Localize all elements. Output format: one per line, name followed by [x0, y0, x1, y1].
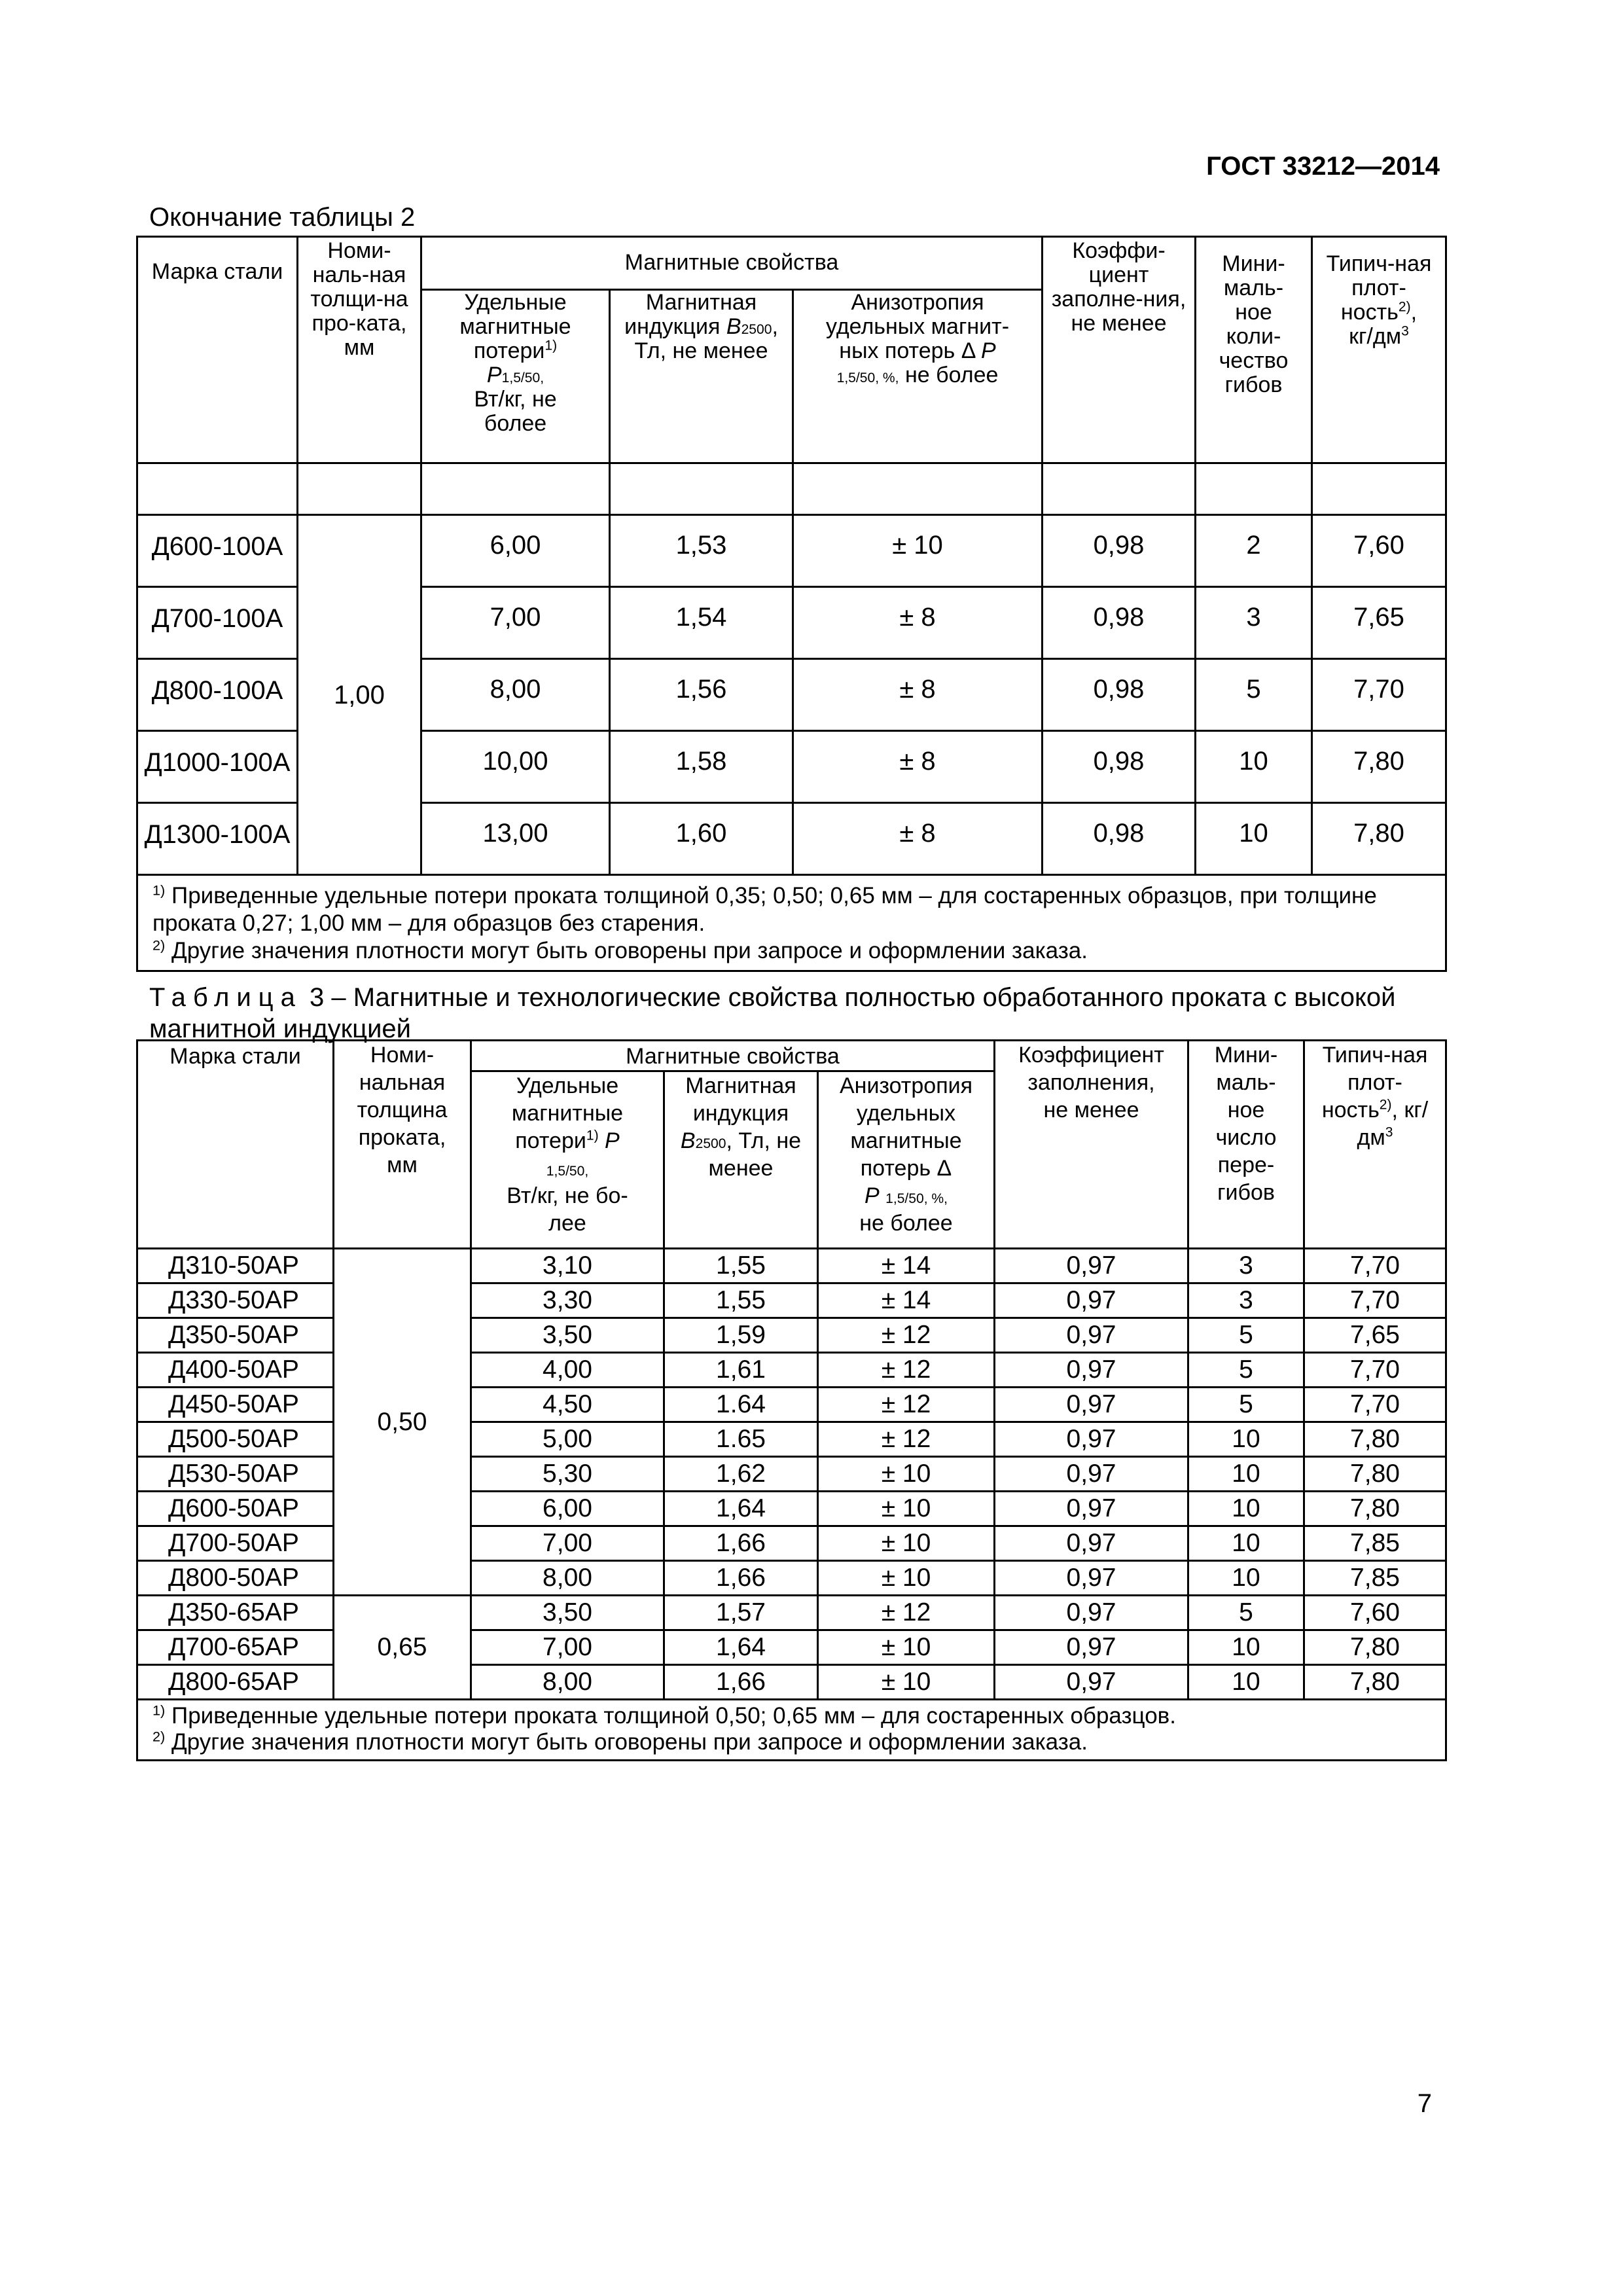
t3-footnote1-mark: 1): [152, 1702, 166, 1719]
t3-fill-value: 0,97: [995, 1561, 1188, 1596]
t3-bends-value: 3: [1188, 1249, 1304, 1283]
t3-induction-value: 1,66: [664, 1665, 818, 1700]
t3-header-bends: Мини-маль-ное число пере-гибов: [1188, 1041, 1304, 1249]
t3-grade: Д600-50АР: [137, 1492, 334, 1526]
t3-thickness-value: 0,50: [334, 1249, 471, 1596]
t2-losses-unit: Вт/кг, не более: [474, 387, 557, 436]
t3-anisotropy-value: ± 10: [818, 1526, 995, 1561]
t3-induction-value: 1.65: [664, 1422, 818, 1457]
t3-induction-subscript: 2500: [695, 1136, 726, 1151]
t2-induction-unit: , Тл, не менее: [634, 314, 778, 363]
t3-density-value: 7,70: [1304, 1283, 1446, 1318]
table3-caption-word: Таблица: [149, 983, 302, 1012]
t3-density-value: 7,80: [1304, 1630, 1446, 1665]
t3-density-value: 7,60: [1304, 1596, 1446, 1630]
t3-anisotropy-value: ± 10: [818, 1457, 995, 1492]
t3-induction-value: 1,57: [664, 1596, 818, 1630]
t3-induction-value: 1,66: [664, 1526, 818, 1561]
t3-losses-label: Удельные магнитные потери: [511, 1073, 624, 1153]
t3-induction-value: 1,64: [664, 1492, 818, 1526]
t3-density-value: 7,70: [1304, 1388, 1446, 1422]
t2-induction-value: 1,53: [610, 515, 793, 587]
t3-grade: Д700-50АР: [137, 1526, 334, 1561]
t2-induction-value: 1,56: [610, 659, 793, 731]
t3-bends-value: 10: [1188, 1630, 1304, 1665]
t2-anisotropy-value: ± 8: [793, 803, 1043, 875]
t3-header-anisotropy: [818, 1071, 995, 1249]
t3-density-label: Типич-ная плот-ность: [1321, 1043, 1428, 1122]
t3-fill-value: 0,97: [995, 1249, 1188, 1283]
t2-header-induction: [610, 290, 793, 463]
t3-density-value: 7,85: [1304, 1526, 1446, 1561]
t3-anisotropy-value: ± 12: [818, 1353, 995, 1388]
t3-induction-value: 1.64: [664, 1388, 818, 1422]
t3-header-grade: Марка стали: [137, 1041, 334, 1249]
t2-header-anisotropy: [793, 290, 1043, 463]
t3-grade: Д800-50АР: [137, 1561, 334, 1596]
table-2: [136, 236, 1447, 972]
t3-anisotropy-value: ± 12: [818, 1388, 995, 1422]
t2-losses-subscript: 1,5/50,: [501, 370, 544, 386]
t3-losses-value: 7,00: [471, 1526, 664, 1561]
t2-anisotropy-unit: не более: [904, 363, 999, 387]
t3-fill-value: 0,97: [995, 1492, 1188, 1526]
t2-thickness-value: 1,00: [298, 515, 421, 875]
t2-induction-label: Магнитная индукция: [624, 290, 757, 339]
t3-density-value: 7,80: [1304, 1457, 1446, 1492]
t3-bends-value: 3: [1188, 1283, 1304, 1318]
t3-bends-value: 5: [1188, 1318, 1304, 1353]
t2-fill-value: 0,98: [1043, 803, 1196, 875]
t3-header-induction: [664, 1071, 818, 1249]
t3-footnotes: [137, 1700, 1446, 1761]
t3-anisotropy-unit: не более: [859, 1211, 953, 1236]
t2-grade: Д600-100А: [137, 515, 298, 587]
t3-bends-value: 10: [1188, 1526, 1304, 1561]
t2-anisotropy-value: ± 8: [793, 659, 1043, 731]
t3-anisotropy-value: ± 10: [818, 1665, 995, 1700]
t2-induction-value: 1,58: [610, 731, 793, 803]
t3-losses-footnote-ref: 1): [586, 1128, 599, 1143]
t3-induction-label: Магнитная индукция: [685, 1073, 796, 1126]
t3-anisotropy-value: ± 10: [818, 1492, 995, 1526]
t3-footnote1: Приведенные удельные потери проката толщиной 0,50; 0,65 мм – для состаренных образцов.: [171, 1703, 1176, 1729]
t3-fill-value: 0,97: [995, 1457, 1188, 1492]
t2-fill-value: 0,98: [1043, 659, 1196, 731]
t3-footnote2: Другие значения плотности могут быть оговорены при запросе и оформлении заказа.: [171, 1729, 1088, 1755]
t2-losses-value: 7,00: [421, 587, 610, 659]
t2-header-grade: Марка стали: [137, 237, 298, 463]
t2-bends-value: 10: [1196, 731, 1312, 803]
t3-losses-symbol: P: [605, 1128, 620, 1153]
t3-anisotropy-symbol: P: [864, 1183, 880, 1208]
document-designation: ГОСТ 33212—2014: [1206, 152, 1440, 181]
t3-anisotropy-value: ± 10: [818, 1630, 995, 1665]
t3-losses-value: 3,30: [471, 1283, 664, 1318]
t2-footnote2: Другие значения плотности могут быть оговорены при запросе и оформлении заказа.: [171, 938, 1088, 963]
t3-bends-value: 10: [1188, 1665, 1304, 1700]
t2-fill-value: 0,98: [1043, 515, 1196, 587]
t2-bends-value: 5: [1196, 659, 1312, 731]
t3-anisotropy-value: ± 12: [818, 1422, 995, 1457]
t2-density-value: 7,60: [1312, 515, 1446, 587]
t3-fill-value: 0,97: [995, 1353, 1188, 1388]
t3-induction-value: 1,62: [664, 1457, 818, 1492]
t3-grade: Д330-50АР: [137, 1283, 334, 1318]
t3-bends-value: 5: [1188, 1353, 1304, 1388]
t3-density-value: 7,70: [1304, 1249, 1446, 1283]
t2-footnote2-mark: 2): [152, 937, 166, 954]
t3-induction-value: 1,59: [664, 1318, 818, 1353]
t3-grade: Д310-50АР: [137, 1249, 334, 1283]
t3-losses-value: 8,00: [471, 1665, 664, 1700]
t2-grade: Д800-100А: [137, 659, 298, 731]
t3-induction-value: 1,61: [664, 1353, 818, 1388]
t3-losses-value: 4,50: [471, 1388, 664, 1422]
t3-fill-value: 0,97: [995, 1526, 1188, 1561]
t3-induction-value: 1,64: [664, 1630, 818, 1665]
table-3: [136, 1039, 1447, 1761]
t2-anisotropy-value: ± 10: [793, 515, 1043, 587]
t2-anisotropy-symbol: P: [981, 338, 996, 363]
t2-header-magnetic-group: Магнитные свойства: [421, 237, 1043, 290]
t3-header-thickness: Номи-нальная толщина проката, мм: [334, 1041, 471, 1249]
table3-caption: [149, 982, 1458, 1045]
t2-induction-value: 1,54: [610, 587, 793, 659]
t3-bends-value: 5: [1188, 1596, 1304, 1630]
t3-grade: Д450-50АР: [137, 1388, 334, 1422]
t2-losses-value: 6,00: [421, 515, 610, 587]
t3-fill-value: 0,97: [995, 1630, 1188, 1665]
table3-caption-text: 3 – Магнитные и технологические свойства полностью обработанного проката с высокой магнитной индукцией: [149, 983, 1396, 1043]
t3-grade: Д350-65АР: [137, 1596, 334, 1630]
t2-anisotropy-subscript: 1,5/50, %,: [836, 370, 899, 386]
t3-grade: Д700-65АР: [137, 1630, 334, 1665]
t2-losses-value: 13,00: [421, 803, 610, 875]
t2-density-footnote-ref: 2): [1398, 299, 1411, 315]
t3-header-losses: [471, 1071, 664, 1249]
t3-density-footnote-ref: 2): [1379, 1097, 1392, 1113]
t3-fill-value: 0,97: [995, 1388, 1188, 1422]
table-row: [137, 1249, 1446, 1283]
t3-anisotropy-value: ± 12: [818, 1318, 995, 1353]
table-row: [137, 515, 1446, 587]
t3-bends-value: 10: [1188, 1422, 1304, 1457]
t2-fill-value: 0,98: [1043, 731, 1196, 803]
t2-footnote1: Приведенные удельные потери проката толщиной 0,35; 0,50; 0,65 мм – для состаренных образцов, при толщине проката 0,27; 1,00 мм – для образцов без старения.: [152, 883, 1377, 936]
t2-density-unit: , кг/дм: [1349, 300, 1418, 349]
t2-density-value: 7,65: [1312, 587, 1446, 659]
t3-induction-symbol: B: [680, 1128, 696, 1153]
t2-header-bends: Мини-маль-ное коли-чество гибов: [1196, 237, 1312, 463]
t3-losses-value: 8,00: [471, 1561, 664, 1596]
t2-header-losses: [421, 290, 610, 463]
t3-losses-subscript: 1,5/50,: [546, 1164, 589, 1179]
table2-caption: Окончание таблицы 2: [149, 203, 416, 232]
t3-fill-value: 0,97: [995, 1318, 1188, 1353]
t2-fill-value: 0,98: [1043, 587, 1196, 659]
t3-induction-value: 1,55: [664, 1249, 818, 1283]
t3-density-unit-exp: 3: [1385, 1124, 1393, 1140]
t2-anisotropy-value: ± 8: [793, 731, 1043, 803]
t3-header-magnetic-group: Магнитные свойства: [471, 1041, 995, 1071]
t3-density-value: 7,80: [1304, 1665, 1446, 1700]
t3-losses-value: 3,50: [471, 1596, 664, 1630]
t3-header-density: [1304, 1041, 1446, 1249]
t2-density-label: Типич-ная плот-ность: [1326, 251, 1432, 325]
t2-footnote1-mark: 1): [152, 882, 166, 899]
t3-fill-value: 0,97: [995, 1422, 1188, 1457]
t2-bends-value: 10: [1196, 803, 1312, 875]
t3-grade: Д350-50АР: [137, 1318, 334, 1353]
t3-losses-value: 7,00: [471, 1630, 664, 1665]
t3-bends-value: 10: [1188, 1561, 1304, 1596]
t3-anisotropy-value: ± 10: [818, 1561, 995, 1596]
t2-grade: Д1300-100А: [137, 803, 298, 875]
t3-fill-value: 0,97: [995, 1283, 1188, 1318]
t3-losses-value: 3,10: [471, 1249, 664, 1283]
t3-bends-value: 10: [1188, 1457, 1304, 1492]
t2-density-value: 7,80: [1312, 731, 1446, 803]
t3-anisotropy-value: ± 14: [818, 1283, 995, 1318]
t2-anisotropy-value: ± 8: [793, 587, 1043, 659]
t3-bends-value: 10: [1188, 1492, 1304, 1526]
t2-losses-footnote-ref: 1): [544, 338, 558, 353]
t3-fill-value: 0,97: [995, 1665, 1188, 1700]
t2-grade: Д1000-100А: [137, 731, 298, 803]
t2-anisotropy-label: Анизотропия удельных магнит-ных потерь Δ: [825, 290, 1010, 363]
t3-anisotropy-label: Анизотропия удельных магнитные потерь Δ: [839, 1073, 973, 1181]
t2-induction-symbol: B: [726, 314, 741, 339]
t3-density-value: 7,80: [1304, 1422, 1446, 1457]
t3-anisotropy-value: ± 12: [818, 1596, 995, 1630]
t3-losses-unit: Вт/кг, не бо-лее: [507, 1183, 628, 1236]
t3-losses-value: 6,00: [471, 1492, 664, 1526]
t3-grade: Д500-50АР: [137, 1422, 334, 1457]
t2-grade: Д700-100А: [137, 587, 298, 659]
t2-header-fill-factor: Коэффи-циент заполне-ния, не менее: [1043, 237, 1196, 463]
t3-grade: Д800-65АР: [137, 1665, 334, 1700]
t3-grade: Д530-50АР: [137, 1457, 334, 1492]
t3-density-value: 7,85: [1304, 1561, 1446, 1596]
t3-density-value: 7,70: [1304, 1353, 1446, 1388]
t3-density-unit: , кг/дм: [1357, 1098, 1429, 1150]
t2-footnotes: [137, 875, 1446, 971]
t3-losses-value: 3,50: [471, 1318, 664, 1353]
t2-density-value: 7,70: [1312, 659, 1446, 731]
t2-losses-value: 10,00: [421, 731, 610, 803]
t2-bends-value: 2: [1196, 515, 1312, 587]
t3-losses-value: 4,00: [471, 1353, 664, 1388]
t2-induction-subscript: 2500: [741, 322, 772, 337]
t3-anisotropy-subscript: 1,5/50, %,: [885, 1191, 948, 1206]
t2-induction-value: 1,60: [610, 803, 793, 875]
t3-bends-value: 5: [1188, 1388, 1304, 1422]
t3-grade: Д400-50АР: [137, 1353, 334, 1388]
t3-anisotropy-value: ± 14: [818, 1249, 995, 1283]
t2-losses-value: 8,00: [421, 659, 610, 731]
t3-induction-unit: , Тл, не менее: [708, 1128, 802, 1181]
t2-header-density: [1312, 237, 1446, 463]
t3-induction-value: 1,66: [664, 1561, 818, 1596]
t3-density-value: 7,80: [1304, 1492, 1446, 1526]
t3-density-value: 7,65: [1304, 1318, 1446, 1353]
page-number: 7: [1417, 2089, 1432, 2118]
t3-header-fill-factor: Коэффициент заполнения, не менее: [995, 1041, 1188, 1249]
t3-losses-value: 5,00: [471, 1422, 664, 1457]
t2-density-unit-exp: 3: [1401, 323, 1409, 339]
table-row: [137, 1596, 1446, 1630]
t3-losses-value: 5,30: [471, 1457, 664, 1492]
t2-density-value: 7,80: [1312, 803, 1446, 875]
t3-footnote2-mark: 2): [152, 1728, 166, 1745]
t3-thickness-value: 0,65: [334, 1596, 471, 1700]
t3-induction-value: 1,55: [664, 1283, 818, 1318]
t2-bends-value: 3: [1196, 587, 1312, 659]
t2-losses-symbol: P: [486, 363, 502, 387]
t2-losses-label: Удельные магнитные потери: [459, 290, 571, 363]
t3-fill-value: 0,97: [995, 1596, 1188, 1630]
t2-header-thickness: Номи-наль-ная толщи-на про-ката, мм: [298, 237, 421, 463]
